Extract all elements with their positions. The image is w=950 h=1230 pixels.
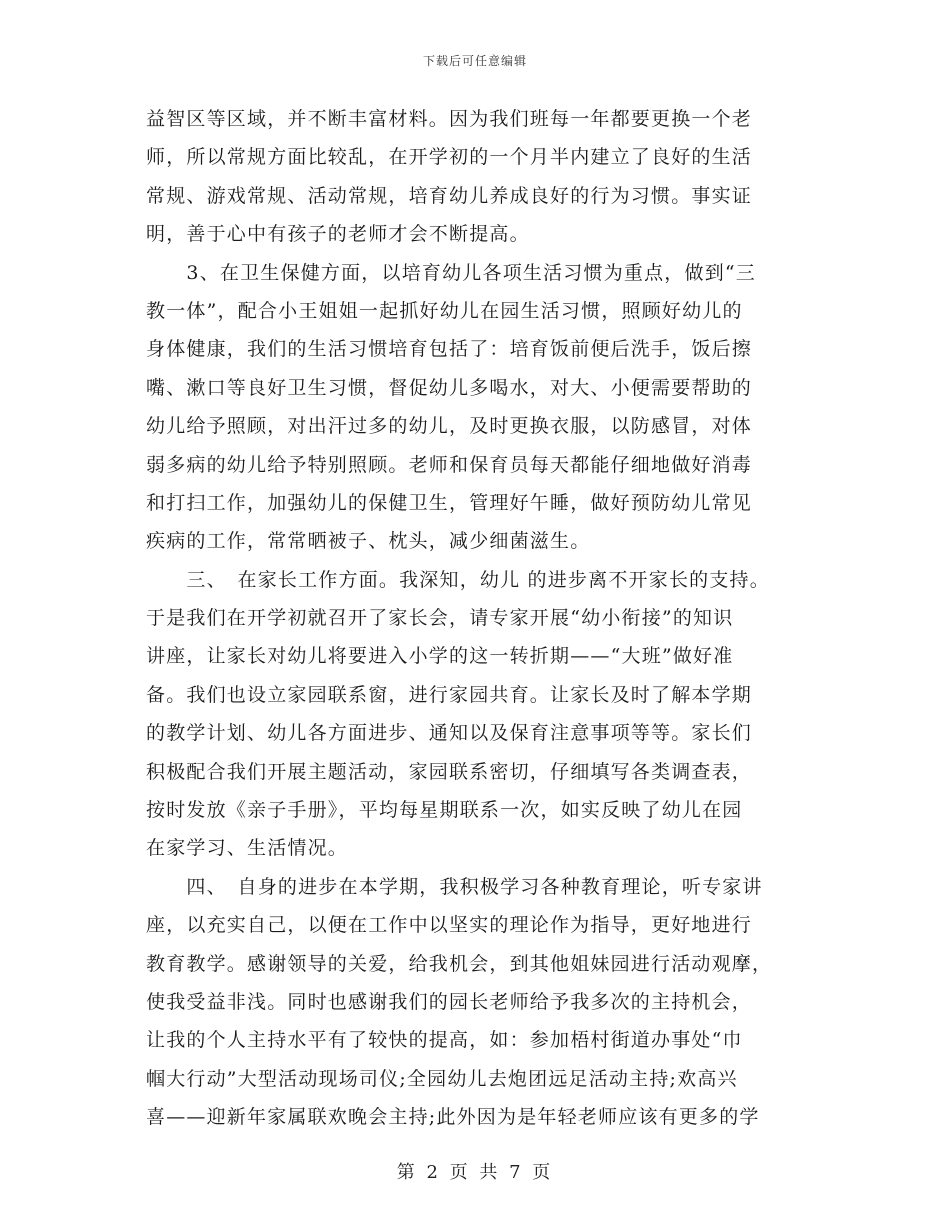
text-line: 疾病的工作，常常晒被子、枕头，减少细菌滋生。 (146, 530, 591, 553)
text-line: 于是我们在开学初就召开了家长会，请专家开展“幼小衔接”的知识 (146, 607, 734, 630)
text-line: 让我的个人主持水平有了较快的提高，如：参加梧村街道办事处“巾 (146, 1029, 743, 1052)
text-line: 常规、游戏常规、活动常规，培育幼儿养成良好的行为习惯。事实证 (146, 184, 753, 207)
page-header: 下载后可任意编辑 (422, 54, 527, 68)
text-line: 幼儿给予照顾，对出汗过多的幼儿，及时更换衣服，以防感冒，对体 (146, 415, 753, 438)
text-line: 和打扫工作，加强幼儿的保健卫生，管理好午睡，做好预防幼儿常见 (146, 491, 753, 514)
text-line: 身体健康，我们的生活习惯培育包括了：培育饭前便后洗手，饭后擦 (146, 338, 753, 361)
text-line: 按时发放《亲子手册》，平均每星期联系一次，如实反映了幼儿在园 (146, 799, 743, 822)
text-line: 益智区等区域，并不断丰富材料。因为我们班每一年都要更换一个老 (146, 108, 753, 130)
document-body (146, 100, 806, 1137)
text-line: 使我受益非浅。同时也感谢我们的园长老师给予我多次的主持机会， (146, 990, 753, 1013)
text-line: 教育教学。感谢领导的关爱，给我机会，到其他姐妹园进行活动观摩， (146, 952, 773, 975)
text-line: 帼大行动”大型活动现场司仪;全园幼儿去炮团远足活动主持;欢高兴 (146, 1067, 738, 1090)
text-line: 四、 自身的进步在本学期，我积极学习各种教育理论，听专家讲 (146, 875, 763, 898)
text-line: 嘴、漱口等良好卫生习惯，督促幼儿多喝水，对大、小便需要帮助的 (146, 376, 753, 399)
text-line: 弱多病的幼儿给予特别照顾。老师和保育员每天都能仔细地做好消毒 (146, 453, 753, 476)
text-line: 喜——迎新年家属联欢晚会主持;此外因为是年轻老师应该有更多的学 (146, 1106, 760, 1129)
text-line: 三、 在家长工作方面。我深知，幼儿 的进步离不开家长的支持。 (146, 568, 770, 591)
text-line: 座，以充实自己，以便在工作中以坚实的理论作为指导，更好地进行 (146, 914, 753, 937)
text-line: 备。我们也设立家园联系窗，进行家园共育。让家长及时了解本学期 (146, 683, 753, 706)
text-line: 明，善于心中有孩子的老师才会不断提高。 (146, 223, 530, 246)
text-line: 3、在卫生保健方面，以培育幼儿各项生活习惯为重点，做到“三 (146, 261, 757, 284)
page-number: 第 2 页 共 7 页 (396, 1162, 554, 1183)
text-line: 在家学习、生活情况。 (146, 837, 349, 860)
text-line: 师，所以常规方面比较乱，在开学初的一个月半内建立了良好的生活 (146, 146, 753, 169)
text-line: 教一体”，配合小王姐姐一起抓好幼儿在园生活习惯，照顾好幼儿的 (146, 299, 743, 322)
text-line: 讲座，让家长对幼儿将要进入小学的这一转折期——“大班”做好准 (146, 645, 734, 668)
text-line: 的教学计划、幼儿各方面进步、通知以及保育注意事项等等。家长们 (146, 722, 753, 745)
text-line: 积极配合我们开展主题活动，家园联系密切，仔细填写各类调查表， (146, 760, 753, 783)
